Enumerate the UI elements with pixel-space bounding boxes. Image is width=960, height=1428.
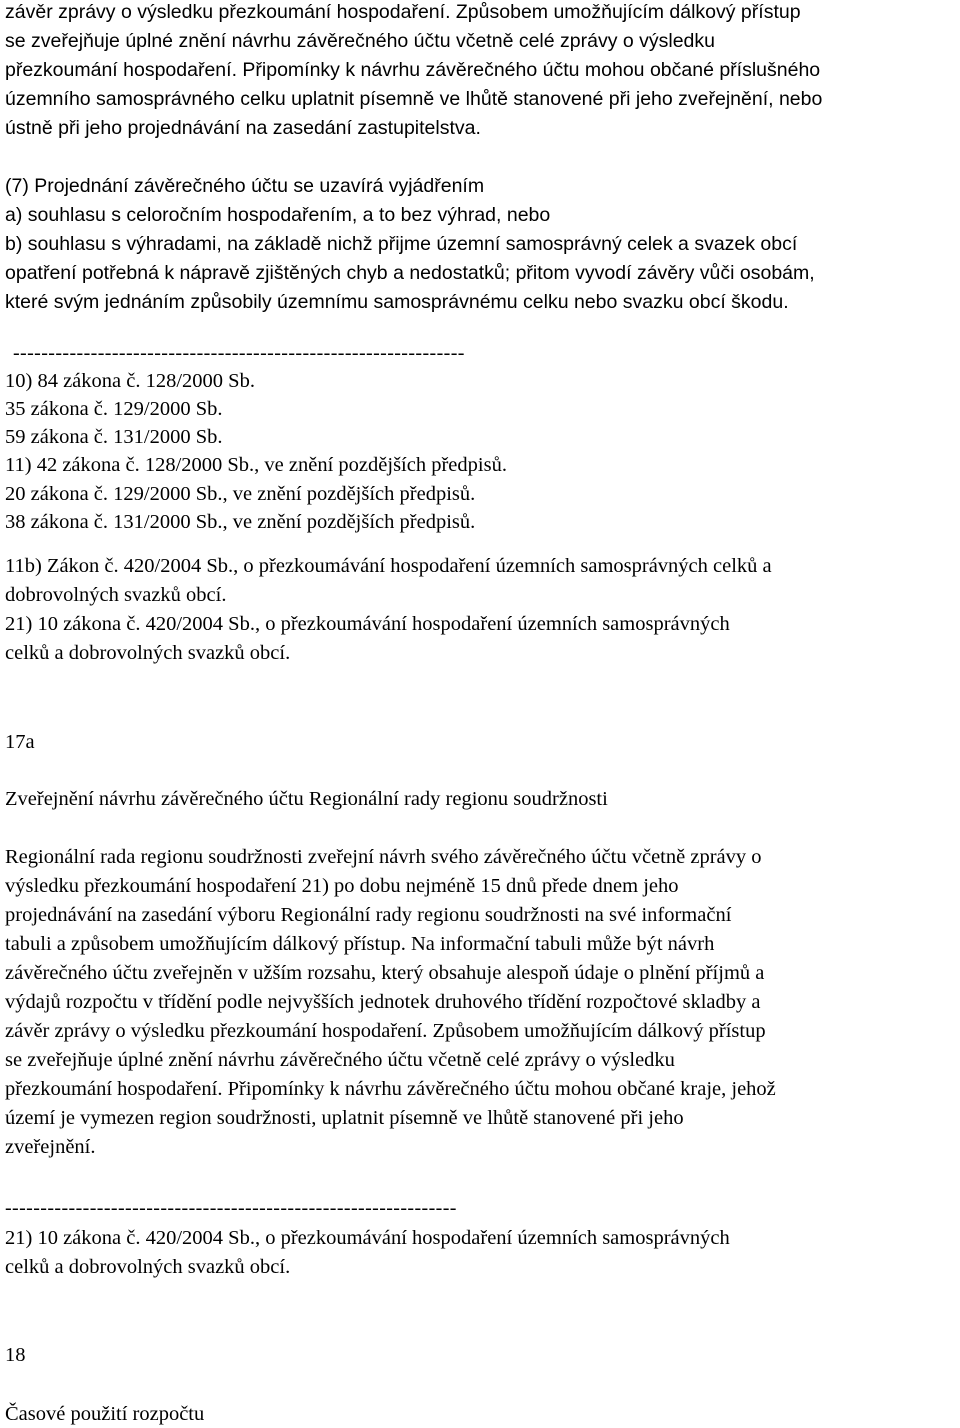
text-line: přezkoumání hospodaření. Připomínky k návrhu závěrečného účtu mohou občané kraje, jehož (5, 1078, 776, 1100)
text-line: výsledku přezkoumání hospodaření 21) po dobu nejméně 15 dnů přede dnem jeho (5, 875, 679, 897)
text-line: přezkoumání hospodaření. Připomínky k návrhu závěrečného účtu mohou občané příslušného (5, 59, 821, 81)
footnote-line: 11b) Zákon č. 420/2004 Sb., o přezkoumávání hospodaření územních samosprávných celků a (5, 555, 772, 577)
footnote-line: celků a dobrovolných svazků obcí. (5, 1256, 291, 1278)
text-line: závěr zprávy o výsledku přezkoumání hospodaření. Způsobem umožňujícím dálkový přístup (5, 1, 801, 23)
footnote-line: 11) 42 zákona č. 128/2000 Sb., ve znění pozdějších předpisů. (5, 454, 507, 476)
text-line: zveřejnění. (5, 1136, 96, 1158)
text-line: ústně při jeho projednávání na zasedání zastupitelstva. (5, 117, 481, 139)
footnote-line: 21) 10 zákona č. 420/2004 Sb., o přezkoumávání hospodaření územních samosprávných (5, 613, 730, 635)
footnote-line: 21) 10 zákona č. 420/2004 Sb., o přezkoumávání hospodaření územních samosprávných (5, 1227, 730, 1249)
text-line: Regionální rada regionu soudržnosti zveřejní návrh svého závěrečného účtu včetně zprávy o (5, 846, 762, 868)
section-number: 18 (5, 1344, 26, 1366)
text-line: závěrečného účtu zveřejněn v užším rozsahu, který obsahuje alespoň údaje o plnění příjmů a (5, 962, 765, 984)
separator-line: ---------------------------------------------------------------- (13, 342, 465, 364)
separator-line: ---------------------------------------------------------------- (5, 1197, 457, 1219)
text-line: b) souhlasu s výhradami, na základě nichž přijme územní samosprávný celek a svazek obcí (5, 233, 798, 255)
text-line: tabuli a způsobem umožňujícím dálkový přístup. Na informační tabuli může být návrh (5, 933, 715, 955)
text-line: územního samosprávného celku uplatnit písemně ve lhůtě stanovené při jeho zveřejnění, nebo (5, 88, 823, 110)
footnote-line: 20 zákona č. 129/2000 Sb., ve znění pozdějších předpisů. (5, 483, 476, 505)
text-line: závěr zprávy o výsledku přezkoumání hospodaření. Způsobem umožňujícím dálkový přístup (5, 1020, 766, 1042)
footnote-line: 10) 84 zákona č. 128/2000 Sb. (5, 370, 255, 392)
section-number: 17a (5, 731, 35, 753)
text-line: opatření potřebná k nápravě zjištěných chyb a nedostatků; přitom vyvodí závěry vůči osobám, (5, 262, 815, 284)
text-line: se zveřejňuje úplné znění návrhu závěrečného účtu včetně celé zprávy o výsledku (5, 30, 715, 52)
text-line: (7) Projednání závěrečného účtu se uzavírá vyjádřením (5, 175, 485, 197)
text-line: projednávání na zasedání výboru Regionální rady regionu soudržnosti na své informační (5, 904, 732, 926)
text-line: které svým jednáním způsobily územnímu samosprávnému celku nebo svazku obcí škodu. (5, 291, 789, 313)
text-line: výdajů rozpočtu v třídění podle nejvyšších jednotek druhového třídění rozpočtové skladby a (5, 991, 761, 1013)
text-line: se zveřejňuje úplné znění návrhu závěrečného účtu včetně celé zprávy o výsledku (5, 1049, 675, 1071)
text-line: území je vymezen region soudržnosti, uplatnit písemně ve lhůtě stanovené při jeho (5, 1107, 684, 1129)
section-title: Zveřejnění návrhu závěrečného účtu Regionální rady regionu soudržnosti (5, 788, 608, 810)
footnote-line: 59 zákona č. 131/2000 Sb. (5, 426, 223, 448)
footnote-line: dobrovolných svazků obcí. (5, 584, 227, 606)
footnote-line: 38 zákona č. 131/2000 Sb., ve znění pozdějších předpisů. (5, 511, 476, 533)
footnote-line: 35 zákona č. 129/2000 Sb. (5, 398, 223, 420)
text-line: a) souhlasu s celoročním hospodařením, a to bez výhrad, nebo (5, 204, 551, 226)
section-title: Časové použití rozpočtu (5, 1403, 205, 1425)
footnote-line: celků a dobrovolných svazků obcí. (5, 642, 291, 664)
